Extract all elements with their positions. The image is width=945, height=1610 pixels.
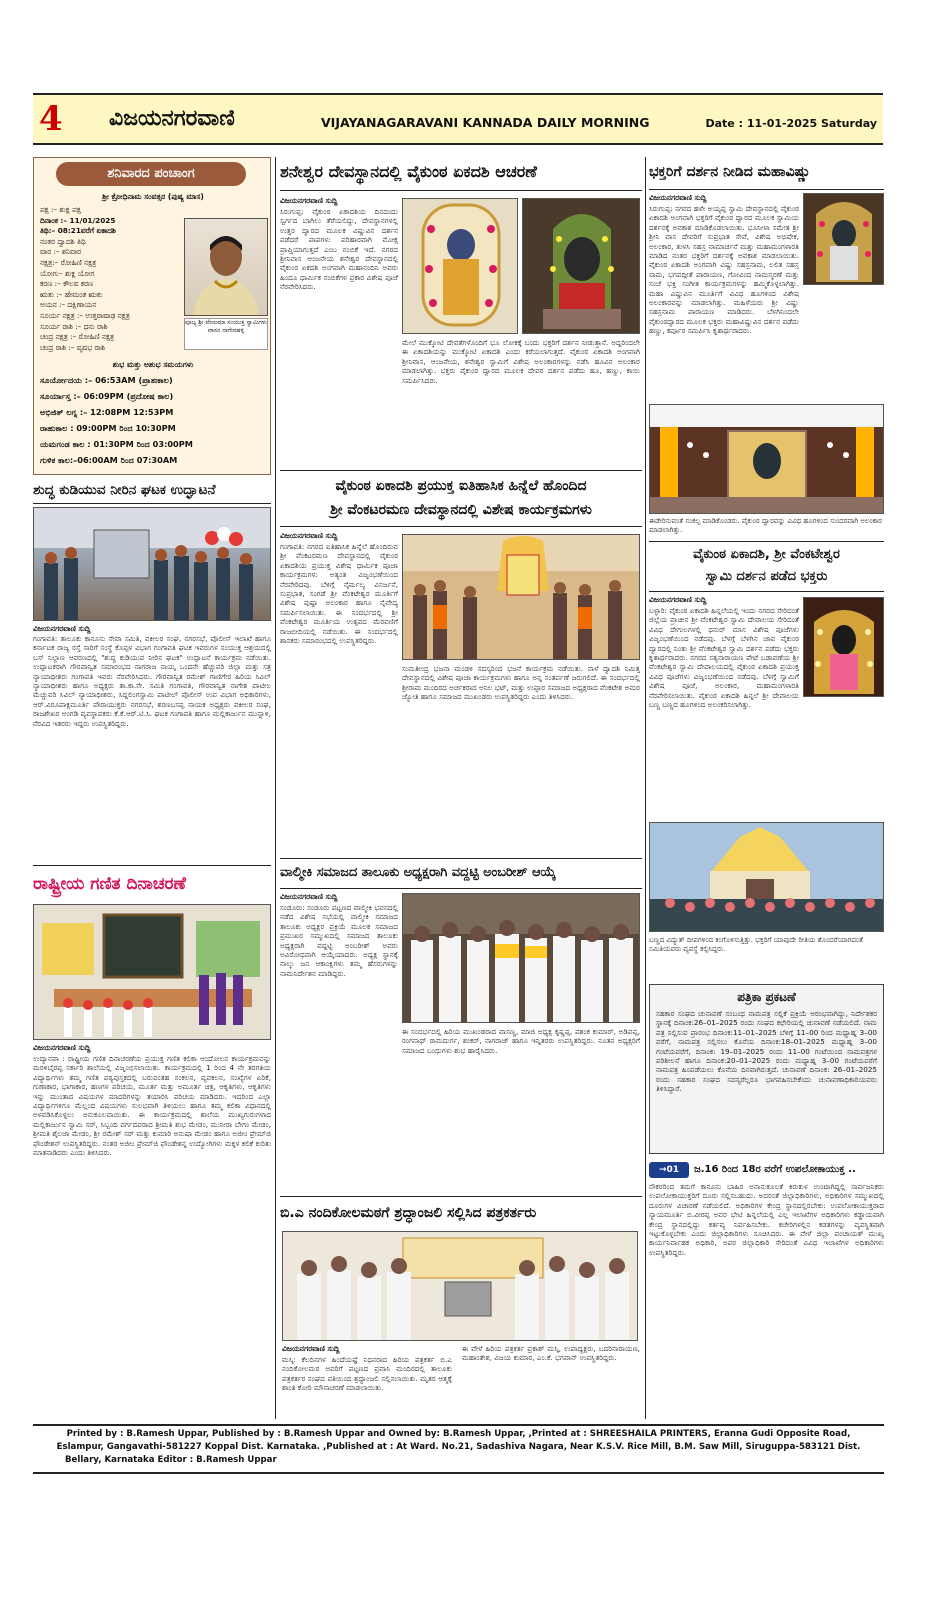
panchanga-row: ಸೂರ್ಯ ರಾಶಿ :– ಧನು ರಾಶಿ: [40, 321, 108, 331]
page-number: 4: [39, 99, 63, 139]
venkataramana-body-left: ಗಂಗಾವತಿ: ನಗರದ ಐತಿಹಾಸಿಕ ಹಿನ್ನೆಲೆ ಹೊಂದಿರುವ ಶ್ರೀ ವೆಂಕಟರಮಣ ದೇವಸ್ಥಾನದಲ್ಲಿ ವೈಕುಂಠ ಏಕಾದಶಿಯ ಪ್ರಯುಕ್ತ ವಿಶೇಷ ಧಾರ್ಮಿಕ ಪೂಜಾ ಕಾರ್ಯಕ್ರಮಗಳು ಅತ್ಯಂತ ವಿಜೃಂಭಣೆಯಿಂದ ನೆರವೇರಿದವು. ಬೆಳಿಗ್ಗೆ ನೈರ್ಮಲ್ಯ ವಿಸರ್ಜನೆ, ಸುಪ್ರಭಾತ, ಸಂಗಡೆ ಶ್ರೀ ವೆಂಕಟೇಶ್ವರ ಮೂರ್ತಿಗೆ ವಿಶೇಷ ಪುಷ್ಪಾ ಅಲಂಕಾರ ಹಾಗೂ ನೈವೇದ್ಯ ಸಮರ್ಪಿಸಲಾಯಿತು. ಈ ಸಂದರ್ಭದಲ್ಲಿ ಶ್ರೀ ವೆಂಕಟೇಶ್ವರ ಮೂರ್ತಿಯ ಉತ್ಸವದ ಮೆರವಣಿಗೆ ರಾಜಬೀದಿಯಲ್ಲಿ ನಡೆಯಿತು. ಈ ಸಂದರ್ಭದಲ್ಲಿ ಶಾಸಕರು ಸಮಾರಂಭದಲ್ಲಿ ಉಪಸ್ಥಿತರಿದ್ದರು.: [280, 542, 398, 646]
valmiki-body-left: ಸಂಡೂರು: ಸಂಡೂರು ಪಟ್ಟಣದ ವಾಲ್ಮೀಕಿ ಭವನದಲ್ಲಿ ನಡೆದ ವಿಶೇಷ ಸಭೆಯಲ್ಲಿ ವಾಲ್ಮೀಕಿ ಸಮಾಜದ ತಾಲೂಕು ಅಧ್ಯಕ್ಷರ ಪ್ರಕ್ರಿಯೆ ಮೂಲಕ ಸಮಾಜದ ಪ್ರಮುಖರ ಸಮ್ಮುಖದಲ್ಲಿ ಸಮಾಜದ ತಾಲೂಕು ಅಧ್ಯಕ್ಷರಾಗಿ ವದ್ದಟ್ಟಿ ಅಂಬರೀಶ್ ಅವರು ಅವಿರೋಧವಾಗಿ ಆಯ್ಕೆಯಾದರು. ಅಧ್ಯಕ್ಷ ಸ್ಥಾನಕ್ಕೆ ನಾಲ್ಕು ಜನ ಆಕಾಂಕ್ಷಿಗಳು ತಮ್ಮ ಹೆಸರುಗಳನ್ನು ನಾಮನಿರ್ದೇಶನ ಮಾಡಿದ್ದರು.: [280, 903, 398, 978]
timing-row: ಯಮಗಂಡ ಕಾಲ : 01:30PM ರಿಂದ 03:00PM: [40, 439, 193, 449]
nandikolamatha-body-left: ಮಸ್ಕಿ: ಕೆಲದಿನಗಳ ಹಿಂದೆಯಷ್ಟೆ ನಿಧನರಾದ ಹಿರಿಯ ಪತ್ರಕರ್ತ ಬಿ.ಎ ನಂದಿಕೋಲಮಠ ಅವರಿಗೆ ಪಟ್ಟಣದ ಪ್ರವಾಸಿ ಮಂದಿರದಲ್ಲಿ ತಾಲೂಕು ಪತ್ರಕರ್ತರ ಸಂಘದ ವತಿಯಿಂದ ಶ್ರದ್ಧಾಂಜಲಿ ಸಲ್ಲಿಸಲಾಯಿತು. ಮೃತರ ಆತ್ಮಕ್ಕೆ ಶಾಂತಿ ಕೋರಿ ಮೌನಾಚರಣೆ ಮಾಡಲಾಯಿತು.: [282, 1355, 452, 1393]
press-note-box: [649, 984, 884, 1154]
footer-imprint: [33, 1428, 884, 1470]
divider: [649, 591, 884, 592]
shaneshwara-body-right: ಮೇಲೆ ಮುಕ್ಕೋಟಿ ದೇವತೆಗಳೊಂದಿಗೆ ಭೂ ಲೋಕಕ್ಕೆ ಬಂದು ಭಕ್ತರಿಗೆ ದರ್ಶನ ನೀಡುತ್ತಾನೆ. ಅದ್ದರಿಂದಲೇ ಈ ಏಕಾದಶಿಯನ್ನು ಮುಕ್ಕೋಟಿ ಏಕಾದಶಿ ಎಂದು ಕರೆಯಲಾಗುತ್ತದೆ. ವೈಕುಂಠ ಏಕಾದಶಿ ಅಂಗವಾಗಿ ಶ್ರೀನಿವಾಸ, ಆಂಜನೇಯ, ಶನೇಶ್ವರ ಸ್ವಾಮಿಗೆ ವಿಶೇಷ ಅಲಂಕಾರಗಳನ್ನು ನಡೆಸಿ ಹೂವಿನ ಅಲಂಕಾರ ಮಾಡಲಾಗಿತ್ತು. ಭಕ್ತರು ವೈಕುಂಠ ದ್ವಾರದ ಮೂಲಕ ದೇವರ ದರ್ಶನ ಪಡೆದು ಹೂ, ಹಣ್ಣು, ಕಾಯಿ ಸಮರ್ಪಿಸಿದರು.: [402, 338, 640, 385]
divider: [280, 888, 642, 889]
vishnu-darshan-byline: ವಿಜಯನಗರವಾಣಿ ಸುದ್ದಿ: [649, 193, 707, 202]
panchanga-row: ಪಕ್ಷ :– ಶುಕ್ಲ ಪಕ್ಷ: [40, 205, 81, 214]
upalokayukta-tag: →01: [649, 1162, 689, 1178]
shaneshwara-headline: ಶನೇಶ್ವರ ದೇವಸ್ಥಾನದಲ್ಲಿ ವೈಕುಂಠ ಏಕದಶಿ ಆಚರಣೆ: [280, 162, 537, 181]
math-day-body: ಉದ್ಯಾನವಾ : ರಾಷ್ಟ್ರೀಯ ಗಣಿತ ದಿನಾಚರಣೆಯ ಪ್ರಯುಕ್ತ ಗಣಿತ ಕಲಿಕಾ ಆಂದೋಲನ ಕಾರ್ಯಕ್ರಮವನ್ನು ಮರಳಿಬೈರಪ್ಪ ಸರ್ಕಾರಿ ಶಾಲೆಯಲ್ಲಿ ವಿಜೃಂಭಿಸಲಾಯಿತು. ಕಾರ್ಯಕ್ರಮದಲ್ಲಿ 1 ರಿಂದ 4 ನೇ ತರಗತಿಯ ವಿದ್ಯಾರ್ಥಿಗಳು ತಮ್ಮ ಗಣಿತ ಪಠ್ಯಪುಸ್ತಕದಲ್ಲಿ ಬರುವಂತಹ ಸಂಕಲನ, ವ್ಯವಕಲನ, ಸಂಖ್ಯೆಗಳ ಏರಿಕೆ, ಗುಣಾಕಾರ, ಭಾಗಾಕಾರ, ಹಣಗಳ ಪರಿಚಯ, ಮೂರ್ತ ಮತ್ತು ಅಮೂರ್ತ ಚಿತ್ರ, ಆಕೃತಿಗಳು, ಆಕೃತಿಗಳು ಇನ್ನು ಮುಂತಾದ ವಿಷಯಗಳ ಮಾದರಿಗಳನ್ನು ತಯಾರಿಸಿ ಪರಿಚಯ ಮಾಡಿದರು. ಇದರಿಂದ ಎಲ್ಲಾ ವಿದ್ಯಾರ್ಥಿಗಳಿಗೂ ಮೆಲ್ಲಂದ ವಿಷಯಗಳು ಸುಲಭವಾಗಿ ತಿಳಿಯಲು ಹಾಗೂ ತಮ್ಮ ಕಲಿಕಾ ವಿಧಾನದಲ್ಲಿ ಅಳವಡಿಸಿಕೊಳ್ಳಲು ಅನುಕೂಲವಾಯಿತು. ಈ ಕಾರ್ಯಕ್ರಮದಲ್ಲಿ ಶಾಲೆಯ ಮುಖ್ಯಗುರುಗಳಾದ ಮಲ್ಲಿಕಾರ್ಜುನ ಸ್ವಾಮಿ ಸರ್, ಸಿಬ್ಬಂದಿ ವರ್ಗದವರಾದ ಶ್ರೀಮತಿ ಶುಭ ಮೇಡಂ, ಮುನೀರಾ ಬೇಗಂ ಮೇಡಂ, ಶ್ರೀಮತಿ ಶೈಲಜಾ ಮೇಡಂ, ಶ್ರೀ ರಮೇಶ್ ಸರ್ ಮತ್ತು ಕುಮಾರಿ ಅನುಷಾ ಮೇಡಂ ಹಾಗೂ ಅಜೀಂ ಪ್ರೇಮ್‌ಜಿ ಫೌಂಡೇಶನ್ ಉಪಸ್ಥಿತರಿದ್ದರು. ನಂತರ ಅಜೀಂ ಪ್ರೇಮ್‌ಜಿ ಫೌಂಡೇಶನ್ನ ಉದ್ಯೋಗಿಗಳು ಮಕ್ಕಳ ಕಲಿಕೆ ಕುರಿತು ಮಾತನಾಡಿದರು ಎಂದು ತಿಳಿಸಿದರು.: [33, 1054, 271, 1158]
timing-row: ಅಭಿಜಿತ್ ಲಗ್ನ :– 12:08PM 12:53PM: [40, 407, 174, 417]
column-rule: [275, 157, 276, 1419]
divider: [280, 858, 642, 859]
venkateshwara-photo-bottom: [649, 822, 884, 932]
divider: [33, 865, 271, 866]
masthead-title-kannada: ವಿಜಯನಗರವಾಣಿ: [109, 106, 235, 131]
footer-line: Printed by : B.Ramesh Uppar, Published by : B.Ramesh Uppar and Owned by: B.Ramesh Uppar, ,Printed at : SHREESHAILA PRINTERS, Eranna Gudi Opposite Road,: [66, 1429, 851, 1439]
press-note-headline: ಪತ್ರಿಕಾ ಪ್ರಕಟಣೆ: [737, 990, 796, 1004]
divider: [649, 189, 884, 190]
nandikolamatha-photo: [282, 1231, 638, 1341]
valmiki-byline: ವಿಜಯನಗರವಾಣಿ ಸುದ್ದಿ: [280, 892, 338, 901]
water-plant-byline: ವಿಜಯನಗರವಾಣಿ ಸುದ್ದಿ: [33, 624, 91, 633]
masthead-date: Date : 11-01-2025 Saturday: [705, 117, 877, 130]
panchanga-row: ವಾರ :– ಶನಿವಾರ: [40, 247, 82, 257]
water-plant-photo: [33, 507, 271, 621]
footer-rule-bottom: [33, 1472, 884, 1474]
timing-row: ಸೂರ್ಯಾಸ್ತ :– 06:09PM (ಪ್ರದೋಷ ಕಾಲ): [40, 391, 174, 401]
press-note-body: ಸಹಕಾರ ಸಂಘದ ಚುನಾವಣೆ ಸಂಬಂಧ ನಾಮಪತ್ರ ಸಲ್ಲಿಕೆ ಪ್ರಕ್ರಿಯೆ ಆರಂಭವಾಗಿದ್ದು, ನಿರ್ದೇಶಕರ ಸ್ಥಾನಕ್ಕೆ ದಿನಾಂಕ:26–01–2025 ರಂದು ಸಂಘದ ಕಛೇರಿಯಲ್ಲಿ ಚುನಾವಣೆ ನಡೆಯಲಿದೆ. ನಾಮ ಪತ್ರ ಸಲ್ಲಿಸುವ ಪ್ರಾರಂಭ ದಿನಾಂಕ:11–01–2025 ಬೆಳಿಗ್ಗೆ 11–00 ರಿಂದ ಮಧ್ಯಾಹ್ನ 3–00 ವರೆಗೆ, ನಾಮಪತ್ರ ಸಲ್ಲಿಸಲು ಕೊನೆಯ ದಿನಾಂಕ:18–01–2025 ಮಧ್ಯಾಹ್ನ 3–00 ಗಂಟೆಯವರೆಗೆ, ದಿನಾಂಕ: 19–01–2025 ರಂದು 11–00 ಗಂಟೆಯಿಂದ ನಾಮಪತ್ರಗಳ ಪರಿಶೀಲನೆ ಹಾಗೂ ದಿನಾಂಕ:20–01–2025 ರಂದು ಮಧ್ಯಾಹ್ನ 3–00 ಗಂಟೆಯವರೆಗೆ ನಾಮಪತ್ರ ಹಿಂಪಡೆಯಲು ಕೊನೆಯ ದಿನವಾಗಿರುತ್ತದೆ. ಚುನಾವಣೆ ದಿನಾಂಕ: 26–01–2025 ರಂದು ಸಹಕಾರ ಸಂಘದ ಸದಸ್ಯರೆಲ್ಲರೂ ಭಾಗವಹಿಸಬೇಕೆಂದು ಚುನಾವಣಾಧಿಕಾರಿಯವರು ತಿಳಿಸಿದ್ದಾರೆ.: [656, 1009, 877, 1094]
panchanga-row: ಸೂರ್ಯ ನಕ್ಷತ್ರ :– ಉತ್ತರಾಷಾಢ ನಕ್ಷತ್ರ: [40, 310, 130, 320]
panchanga-row: ತಿಥಿ:– 08:21ವರೆಗೆ ಏಕಾದಶಿ: [40, 226, 116, 236]
divider: [33, 503, 271, 504]
venkataramana-byline: ವಿಜಯನಗರವಾಣಿ ಸುದ್ದಿ: [280, 531, 338, 540]
panchanga-row: ಕರಣ :– ಕೌಲವ ಕರಣ: [40, 279, 94, 289]
timing-row: ಗುಳಿಕ ಕಾಲ:–06:00AM ರಿಂದ 07:30AM: [40, 455, 178, 465]
masthead-title-english: VIJAYANAGARAVANI KANNADA DAILY MORNING: [321, 115, 650, 130]
footer-rule-top: [33, 1424, 884, 1426]
footer-line: Eslampur, Gangavathi-581227 Koppal Dist. Karnataka. ,Published at : At Ward. No.21, Sadashiva Nagara, Near K.S.V. Rice Mill, B.M. Saw Mill, Siruguppa-583121 Dist.: [56, 1442, 861, 1452]
shaneshwara-byline: ವಿಜಯನಗರವಾಣಿ ಸುದ್ದಿ: [280, 196, 338, 205]
math-day-byline: ವಿಜಯನಗರವಾಣಿ ಸುದ್ದಿ: [33, 1043, 91, 1052]
panchanga-row: ಚಂದ್ರ ರಾಶಿ :– ವೃಷಭ ರಾಶಿ: [40, 342, 105, 352]
timing-row: ರಾಹುಕಾಲ : 09:00PM ರಿಂದ 10:30PM: [40, 423, 176, 433]
panchanga-row: ಯೋಗ:– ಶುಕ್ಲ ಯೋಗ: [40, 268, 95, 278]
venkateshwara-headline-2: ಸ್ವಾಮಿ ದರ್ಶನ ಪಡೆದ ಭಕ್ತರು: [705, 569, 828, 584]
venkateshwara-headline-1: ವೈಕುಂಠ ಏಕಾದಶಿ, ಶ್ರೀ ವೆಂಕಟೇಶ್ವರ: [693, 547, 840, 562]
panchanga-row: ದಿನಾಂಕ :– 11/01/2025: [40, 215, 116, 225]
panchanga-samvatsara: ಶ್ರೀ ಕ್ರೋಧಿನಾಮ ಸಂವತ್ಸರ (ಪುಷ್ಯ ಮಾಸ): [102, 192, 204, 201]
portrait-photo: [184, 218, 268, 316]
valmiki-body-right: ಈ ಸಂದರ್ಭದಲ್ಲಿ ಹಿರಿಯ ಮುಖಂಡರಾದ ವಾಸಣ್ಣ, ಮಾಜಿ ಅಧ್ಯಕ್ಷ ಕೃಷ್ಣಪ್ಪ, ಪಶಂಕ ಕುಮಾರ್, ಅಡಿವಪ್ಪ, ರಂಗನಾಥ್ ರಾಮದುರ್ಗ, ಶಂಕರ್, ನಾಗರಾಜ್ ಹಾಗೂ ಇನ್ನಿತರರು ಉಪಸ್ಥಿತರಿದ್ದರು. ನೂತನ ಅಧ್ಯಕ್ಷರಿಗೆ ಸಮಾಜದ ಬಂಧುಗಳು ಶುಭ ಹಾರೈಸಿದರು.: [402, 1027, 640, 1055]
divider: [280, 1196, 642, 1197]
vishnu-darshan-caption: ಈಡೇರಿಸುವಂತೆ ಸಂಕಲ್ಪ ಮಾಡಿಕೊಂಡರು. ವೈಕುಂಠ ದ್ವಾರವನ್ನು ವಿವಿಧ ಹೂಗಳಿಂದ ಸುಂದರವಾಗಿ ಅಲಂಕಾರ ಮಾಡಲಾಗಿತ್ತು.: [649, 517, 882, 534]
math-day-headline: ರಾಷ್ಟ್ರೀಯ ಗಣಿತ ದಿನಾಚರಣೆ: [33, 874, 186, 894]
vishnu-darshan-photo-bottom: [649, 404, 884, 514]
valmiki-headline: ವಾಲ್ಮೀಕಿ ಸಮಾಜದ ತಾಲೂಕು ಅಧ್ಯಕ್ಷರಾಗಿ ವದ್ದಟ್ಟಿ ಅಂಬರೀಶ್ ಆಯ್ಕೆ: [280, 865, 556, 880]
divider: [280, 470, 642, 471]
divider: [280, 526, 642, 527]
venkateshwara-byline: ವಿಜಯನಗರವಾಣಿ ಸುದ್ದಿ: [649, 595, 707, 604]
panchanga-timings: [40, 372, 268, 468]
shaneshwara-body-left: ಸಿರುಗುಪ್ಪ: ವೈಕುಂಠ ಏಕಾದಶಿಯ ದಿನದಂದು ಸ್ವರ್ಗದ ಬಾಗಿಲು ತೆರೆಯಲಿದ್ದು, ದೇವಸ್ಥಾನಗಳಲ್ಲಿ ಉತ್ತರ ದ್ವಾರದ ಮೂಲಕ ವಿಷ್ಣುವಿನ ದರ್ಶನ ಪಡೆದರೆ ಪಾಪಗಳು ಪರಿಹಾರವಾಗಿ ಮೋಕ್ಷ ಪ್ರಾಪ್ತಿಯಾಗುತ್ತದೆ ಎಂಬ ನಂಬಿಕೆ ಇದೆ. ನಗರದ ಶ್ರೀನಿವಾಸ ಆಂಜನೇಯ ಶನೇಶ್ವರ ದೇವಸ್ಥಾನದಲ್ಲಿ ವೈಕುಂಠ ಏಕದಶಿ ಅಂಗವಾಗಿ ಮಹಾನಂದಿನಿ ಅವರು ಹಿಂದೂ ಧಾರ್ಮಿಕ ನಂಬಿಕೆಗಳ ಪ್ರಕಾರ ವಿಶೇಷ ಪೂಜೆ ನೆರವೇರಿಸಿದರು.: [280, 207, 398, 292]
timing-row: ಸೂರ್ಯೋದಯ :– 06:53AM (ಪ್ರಾತಃಕಾಲ): [40, 375, 173, 385]
portrait-caption: ಪೂಜ್ಯ ಶ್ರೀ ವೇಣುಮಾ ಸಂಯುಕ್ತ ಸ್ವಾಮಿಗಳು ವಾಸನ ನಾಗೇನಹಳ್ಳಿ: [184, 318, 268, 350]
valmiki-photo: [402, 893, 640, 1023]
venkataramana-photo: [402, 534, 640, 660]
panchanga-box: [33, 157, 271, 475]
vishnu-darshan-photo-top: [803, 193, 884, 285]
nandikolamatha-headline: ಬಿ.ಎ ನಂದಿಕೋಲಮಠಗೆ ಶ್ರದ್ಧಾಂಜಲಿ ಸಲ್ಲಿಸಿದ ಪತ್ರಕರ್ತರು: [280, 1205, 537, 1221]
divider: [280, 190, 642, 191]
panchanga-row: ನಂತರ ದ್ವಾದಶಿ ತಿಥಿ: [40, 236, 86, 246]
vishnu-darshan-body: ಸಿರುಗುಪ್ಪ: ನಗರದ ಹಳೇ ಅಯ್ಯಪ್ಪ ಸ್ವಾಮಿ ದೇವಸ್ಥಾನದಲ್ಲಿ ವೈಕುಂಠ ಏಕಾದಶಿ ಅಂಗವಾಗಿ ಭಕ್ತರಿಗೆ ವೈಕುಂಠ ದ್ವಾರದ ಮೂಲಕ ಸ್ವಾಮಿಯ ದರ್ಶನಕ್ಕೆ ಅವಕಾಶ ಮಾಡಿಕೊಡಲಾಯಿತು. ಭೂನೀಳಾ ಸಮೇತ ಶ್ರೀ ಶ್ರೀನಿ ವಾಸ ದೇವರಿಗೆ ಸುಪ್ರಭಾತ ಸೇವೆ, ವಿಶೇಷ ಅಭಿಷೇಕ, ಅಲಂಕಾರ, ತುಳಸಿ ಸಹಸ್ರ ನಾಮಾರ್ಚನೆ ಮತ್ತು ಮಹಾಮಂಗಳಾರತಿ ಮಾಡಿದ ನಂತರ ಭಕ್ತರಿಗೆ ದರ್ಶನಕ್ಕೆ ಅವಕಾಶ ಮಾಡಲಾಯಿತು. ವೈಕುಂಠ ಏಕಾದಶಿ ಅಂಗವಾಗಿ ವಿಷ್ಣು ಸಹಸ್ರನಾಮ, ಲಲಿತ ಸಹಸ್ರ ನಾಮ, ಭಗವದ್ಗೀತೆ ಪಾರಾಯಣ, ಗೋವಿಂದ ನಾಮಸ್ಮರಣೆ ಮತ್ತು ಸಂಜೆ ಭಕ್ತಿ ಸಂಗೀತ ಕಾರ್ಯಕ್ರಮಗಳನ್ನು ಹಮ್ಮಿಕೊಳ್ಳಲಾಗಿತ್ತು. ಮಹಾ ವಿಷ್ಣುವಿನ ಮೂರ್ತಿಗೆ ವಿವಿಧ ಹೂಗಳಿಂದ ವಿಶೇಷ ಅಲಂಕಾರವನ್ನು ಮಾಡಲಾಗಿತ್ತು. ಮಹಿಳೆಯರು ಶ್ರೀ ವಿಷ್ಣು ಸಹಸ್ರನಾಮ ಪಾರಾಯಣ ಮಾಡಿದರು. ಬೆಳಗಿನಿಂದಲೇ ವೈಕುಂಠದ್ವಾರದ ಮೂಲಕ ಭಕ್ತರು ಮಹಾವಿಷ್ಣುವಿನ ದರ್ಶನ ಪಡೆದು ಹಣ್ಣು, ಕರ್ಪೂರ ಸಮರ್ಪಿಸಿ ಕೃತಾರ್ಥರಾದರು.: [649, 204, 799, 336]
venkataramana-headline-2: ಶ್ರೀ ವೆಂಕಟರಮಣ ದೇವಸ್ಥಾನದಲ್ಲಿ ವಿಶೇಷ ಕಾರ್ಯಕ್ರಮಗಳು: [330, 502, 592, 518]
nandikolamatha-byline: ವಿಜಯನಗರವಾಣಿ ಸುದ್ದಿ: [282, 1344, 340, 1353]
panchanga-details: [40, 205, 190, 353]
venkateshwara-caption: ಬಣ್ಣದ ವಿದ್ಯುತ್ ದೀಪಗಳಿಂದ ಕಂಗೊಳಿಸುತ್ತಿತ್ತು. ಭಕ್ತರಿಗೆ ಯಾವುದೇ ರೀತಿಯ ತೊಂದರೆಯಾಗದಂತೆ ಸಮಿತಿಯವರು ವ್ಯವಸ್ಥೆ ಕಲ್ಪಿಸಿದ್ದರು.: [649, 936, 863, 953]
water-plant-headline: ಶುದ್ಧ ಕುಡಿಯುವ ನೀರಿನ ಘಟಕ ಉದ್ಘಾಟನೆ: [33, 482, 216, 498]
column-rule: [645, 157, 646, 1419]
panchanga-row: ಅಯನ :– ದಕ್ಷಿಣಾಯನ: [40, 300, 97, 310]
shaneshwara-photo-right: [522, 198, 640, 334]
upalokayukta-body: ನೌಕರರಿಂದ ತಮಗೆ ಕಾನೂನು ಬಾಹಿರ ಅನಾನುಕೂಲತೆ ಕಿರುಕುಳ ಉಂಟಾಗಿದ್ದಲ್ಲಿ ಸಾರ್ವಜನಿಕರು ಉಪಲೋಕಾಯುಕ್ತರಿಗೆ ದೂರು ಸಲ್ಲಿಸಬಹುದು. ಅದರಂತೆ ಜಿಲ್ಲಾಧಿಕಾರಿಗಳು, ಅಧಿಕಾರಿಗಳ ಸಮ್ಮುಖದಲ್ಲಿ ದೂರುಗಳ ವಿಚಾರಣೆ ನಡೆಯಲಿದೆ. ಅಧಿಕಾರಿಗಳ ಕೇಂದ್ರ ಸ್ಥಾನದಲ್ಲಿರಬೇಕು: ಉಪಲೋಕಾಯುಕ್ತರಾದ ನ್ಯಾಯಮೂರ್ತಿ ಬಿ.ವೀರಪ್ಪ ಅವರ ಭೇಟಿ ಹಿನ್ನಲೆಯಲ್ಲಿ ಎಲ್ಲ ಇಲಾಖೆಗಳ ಅಧಿಕಾರಿಗಳು ಕಡ್ಡಾಯವಾಗಿ ಕೇಂದ್ರ ಸ್ಥಾನದಲ್ಲಿದ್ದು ಕರ್ತವ್ಯ ನಿರ್ವಹಿಸಬೇಕು. ಕಚೇರಿಗಳಲ್ಲಿನ ಕಡತಗಳನ್ನು ವ್ಯವಸ್ಥಿತವಾಗಿ ಇಟ್ಟುಕೊಳ್ಳಬೇಕು ಎಂದು ಜಿಲ್ಲಾಧಿಕಾರಿಗಳು ಸೂಚಿಸಿದರು. ಈ ವೇಳೆ ಜಿಲ್ಲಾ ಪಂಚಾಯತ್ ಮುಖ್ಯ ಕಾರ್ಯನಿರ್ವಾಹಕ ಅಧಿಕಾರಿ, ಅಪರ ಜಿಲ್ಲಾಧಿಕಾರಿ ಸೇರಿದಂತೆ ವಿವಿಧ ಇಲಾಖೆಗಳ ಅಧಿಕಾರಿಗಳು ಉಪಸ್ಥಿತರಿದ್ದರು.: [649, 1182, 884, 1257]
nandikolamatha-body-right: ಈ ವೇಳೆ ಹಿರಿಯ ಪತ್ರಕರ್ತ ಪ್ರಕಾಶ್ ಮಸ್ಕಿ, ಉಪಾಧ್ಯಕ್ಷರು, ಬದರಿನಾರಾಯಣ, ಮಹಾಂತೇಶ, ವಿಜಯ ಕುಮಾರ, ಎಂ.ಕೆ. ಭಗವಾನ್ ಉಪಸ್ಥಿತರಿದ್ದರು.: [462, 1344, 640, 1363]
masthead: [33, 93, 883, 145]
panchanga-subheading: ಶುಭ ಮತ್ತು ಅಶುಭ ಸಮಯಗಳು: [112, 360, 194, 369]
vishnu-darshan-headline: ಭಕ್ತರಿಗೆ ದರ್ಶನ ನೀಡಿದ ಮಹಾವಿಷ್ಣು: [649, 164, 811, 180]
divider: [649, 541, 884, 542]
panchanga-row: ಚಂದ್ರ ನಕ್ಷತ್ರ :– ರೋಹಿಣಿ ನಕ್ಷತ್ರ: [40, 332, 115, 342]
upalokayukta-headline: ಜ.16 ರಿಂದ 18ರ ವರೆಗೆ ಉಪಲೋಕಾಯುಕ್ತ ..: [694, 1164, 856, 1175]
water-plant-body: ಗಂಗಾವತಿ: ತಾಲೂಕು ಕಾನೂನು ಸೇವಾ ಸಮಿತಿ, ವಕೀಲರ ಸಂಘ, ನಗರಸಭೆ, ಪೊಲೀಸ್ ಇಲಾಖೆ ಹಾಗೂ ಕರ್ನಾಟಕ ರಾಜ್ಯ ರಸ್ತೆ ಸಾರಿಗೆ ಸಂಸ್ಥೆ ಕೊಪ್ಪಳ ವಿಭಾಗ ಗಂಗಾವತಿ ಘಟಕ ಇವರುಗಳ ಸಂಯುಕ್ತ ಆಶ್ರಯದಲ್ಲಿ ಬಸ್ ನಿಲ್ದಾಣ ಆವರಣದಲ್ಲಿ "ಶುದ್ಧ ಕುಡಿಯುವ ನೀರಿನ ಘಟಕ" ಉದ್ಘಾಟನೆ ಕಾರ್ಯಕ್ರಮ ನಡೆಯಿತು. ಉದ್ಘಾಟಕರಾಗಿ ಗೌರವಾನ್ವಿತ ಸಮಾರಂಭದ ನಾಗರಾಜ ನಾಯ್ಕ ಒಂದನೇ ಹೆಚ್ಚುವರಿ ಜಿಲ್ಲಾ ಮತ್ತು ಸತ್ರ ನ್ಯಾಯಾಧೀಶರು ಗಂಗಾವತಿ ಇವರು ನೆರವೇರಿಸಿದರು. ಗೌರವಾನ್ವಿತ ರಮೇಶ್ ಗಾಣಿಗೇರ ಹಿರಿಯ ಸಿವಿಲ್ ನ್ಯಾಯಾಧೀಶರು ಹಾಗೂ ಅಧ್ಯಕ್ಷರು ತಾ.ಕಾ.ಸೇ. ಸಮಿತಿ ಗಂಗಾವತಿ, ಗೌರವಾನ್ವಿತ ನಾಗೇಶ ಪಾಟೀಲ ಮೆಚ್ಚುವರಿ ಸಿವಿಲ್ ನ್ಯಾಯಾಧೀಶರು, ಸಿದ್ದಲಿಂಗಸ್ವಾಮಿ ಪಾಟೀಲ್ ಪೊಲೀಸ್ ಉಪ ವಿಭಾಗ ಅಧಿಕಾರಿಗಳು, ಆರ್.ವಿರೂಪಾಕ್ಷಮೂರ್ತಿ ಪೌರಾಯುಕ್ತರು ನಗರಸಭೆ, ಶರಣಬಸಪ್ಪ ನಾಯಕ ಅಧ್ಯಕ್ಷರು ವಕೀಲರ ಸಂಘ, ರಾಜಶೇಖರ ಅಂಗಡಿ ವ್ಯವಸ್ಥಾಪಕರು ಕೆ.ಕೆ.ಆರ್.ಟಿ.ಸಿ. ಘಟಕ ಗಂಗಾವತಿ ಹಾಗೂ ಮಲ್ಲಿಕಾರ್ಜುನ ಮುನ್ನಾಳಿ, ನೆರವಿದ ಇತರರು ಇದ್ದರು ಉಪಸ್ಥಿತರಿದ್ದರು.: [33, 634, 271, 728]
panchanga-row: ಋತು :– ಹೇಮಂತ ಋತು: [40, 289, 103, 299]
venkataramana-body-right: ಸುಮತೀಂದ್ರ ಭಜನಾ ಮಂಡಳಿ ಸದಸ್ಯರಿಂದ ಭಜನೆ ಕಾರ್ಯಕ್ರಮ ನಡೆಯಿತು. ನಾಳೆ ದ್ವಾದಶಿ ನಿಮಿತ್ತ ದೇವಸ್ಥಾನದಲ್ಲಿ ವಿಶೇಷ ಪೂಜಾ ಕಾರ್ಯಕ್ರಮಗಳು ಹಾಗೂ ಅನ್ನ ಸಂತರ್ಪಣೆ ಜರುಗಲಿದೆ. ಈ ಸಂದರ್ಭದಲ್ಲಿ ಶ್ರೀರಾಮ ಮಂದಿರದ ಅರ್ಚಕರಾದ ಅನಿಲ ಭಟ್, ಮತ್ತು ಉಪ್ಪಾರ ಸಮಾಜದ ಅಧ್ಯಕ್ಷರಾದ ವೆಂಕಟೇಶ ಅಮರ ಜ್ಯೋತಿ ಹಾಗೂ ಸಮಾಜದ ಮುಖಂಡರು ಉಪಸ್ಥಿತರಿದ್ದರು ಎಂದು ತಿಳಿಸಿದರು.: [402, 664, 640, 702]
panchanga-heading: ಶನಿವಾರದ ಪಂಚಾಂಗ: [56, 162, 246, 186]
shaneshwara-photo-left: [402, 198, 518, 334]
venkataramana-headline-1: ವೈಕುಂಠ ಏಕಾದಶಿ ಪ್ರಯುಕ್ತ ಐತಿಹಾಸಿಕ ಹಿನ್ನೆಲೆ ಹೊಂದಿದ: [335, 478, 587, 494]
math-day-photo: [33, 904, 271, 1040]
footer-line: Bellary, Karnataka Editor : B.Ramesh Uppar: [65, 1455, 277, 1465]
panchanga-row: ನಕ್ಷತ್ರ:– ರೋಹಿಣಿ ನಕ್ಷತ್ರ: [40, 257, 97, 267]
venkateshwara-photo-top: [803, 597, 884, 697]
venkateshwara-body: ಬಳ್ಳಾರಿ: ವೈಕುಂಠ ಏಕಾದಶಿ ಹಿನ್ನಲೆಯಲ್ಲಿ ಇಂದು ನಗರದ ಸೇರಿದಂತೆ ಜಿಲ್ಲೆಯ ಪ್ರಾಚೀನ ಶ್ರೀ ವೆಂಕಟೇಶ್ವರ ಸ್ವಾಮಿ ದೇವಾಲಯ ಸೇರಿದಂತೆ ವಿವಿಧ ದೇಗುಲಗಳಲ್ಲಿ ಧನುರ್ ಮಾಸ ವಿಶೇಷ ಪೂಜೆಗಳು ವಿಜೃಂಭಣೆಯಿಂದ ನಡೆದವು. ಬೆಳಗ್ಗೆ ಬೆಳಗಿನ ಜಾವ ವೈಕುಂಠ ದ್ವಾರದಲ್ಲಿ ನಿಂತು ಶ್ರೀ ವೆಂಕಟೇಶ್ವರ ಸ್ವಾಮಿ ದರ್ಶನ ಪಡೆದು ಭಕ್ತರು ಕೃತಾರ್ಥರಾದರು. ನಗರದ ಸತ್ಯನಾರಾಯಣ ಪೇಟೆ ಬಡಾವಣೆಯ ಶ್ರೀ ವೆಂಕಟೇಶ್ವರ ಸ್ವಾಮಿ ದೇವಾಲಯದಲ್ಲಿ ವೈಕುಂಠ ಏಕಾದಶಿ ಪ್ರಯುಕ್ತ ವಿವಿಧ ಪೂಜೆಗಳು ವಿಜೃಂಭಣೆಯಿಂದ ನಡೆದವು. ಬೆಳಗ್ಗೆ ಸ್ವಾಮಿಗೆ ವಿಶೇಷ ಪೂಜೆ, ಅಲಂಕಾರ, ಮಹಾಮಂಗಳಾರತಿ ನೆರವೇರಿಸಲಾಯಿತು. ವೈಕುಂಠ ಏಕಾದಶಿ ಹಿನ್ನಲೆ ಶ್ರೀ ದೇವಾಲಯ ಬಣ್ಣ ಬಣ್ಣದ ಹೂಗಳಿಂದ ಅಲಂಕರಿಸಲಾಗಿತ್ತು.: [649, 606, 799, 710]
